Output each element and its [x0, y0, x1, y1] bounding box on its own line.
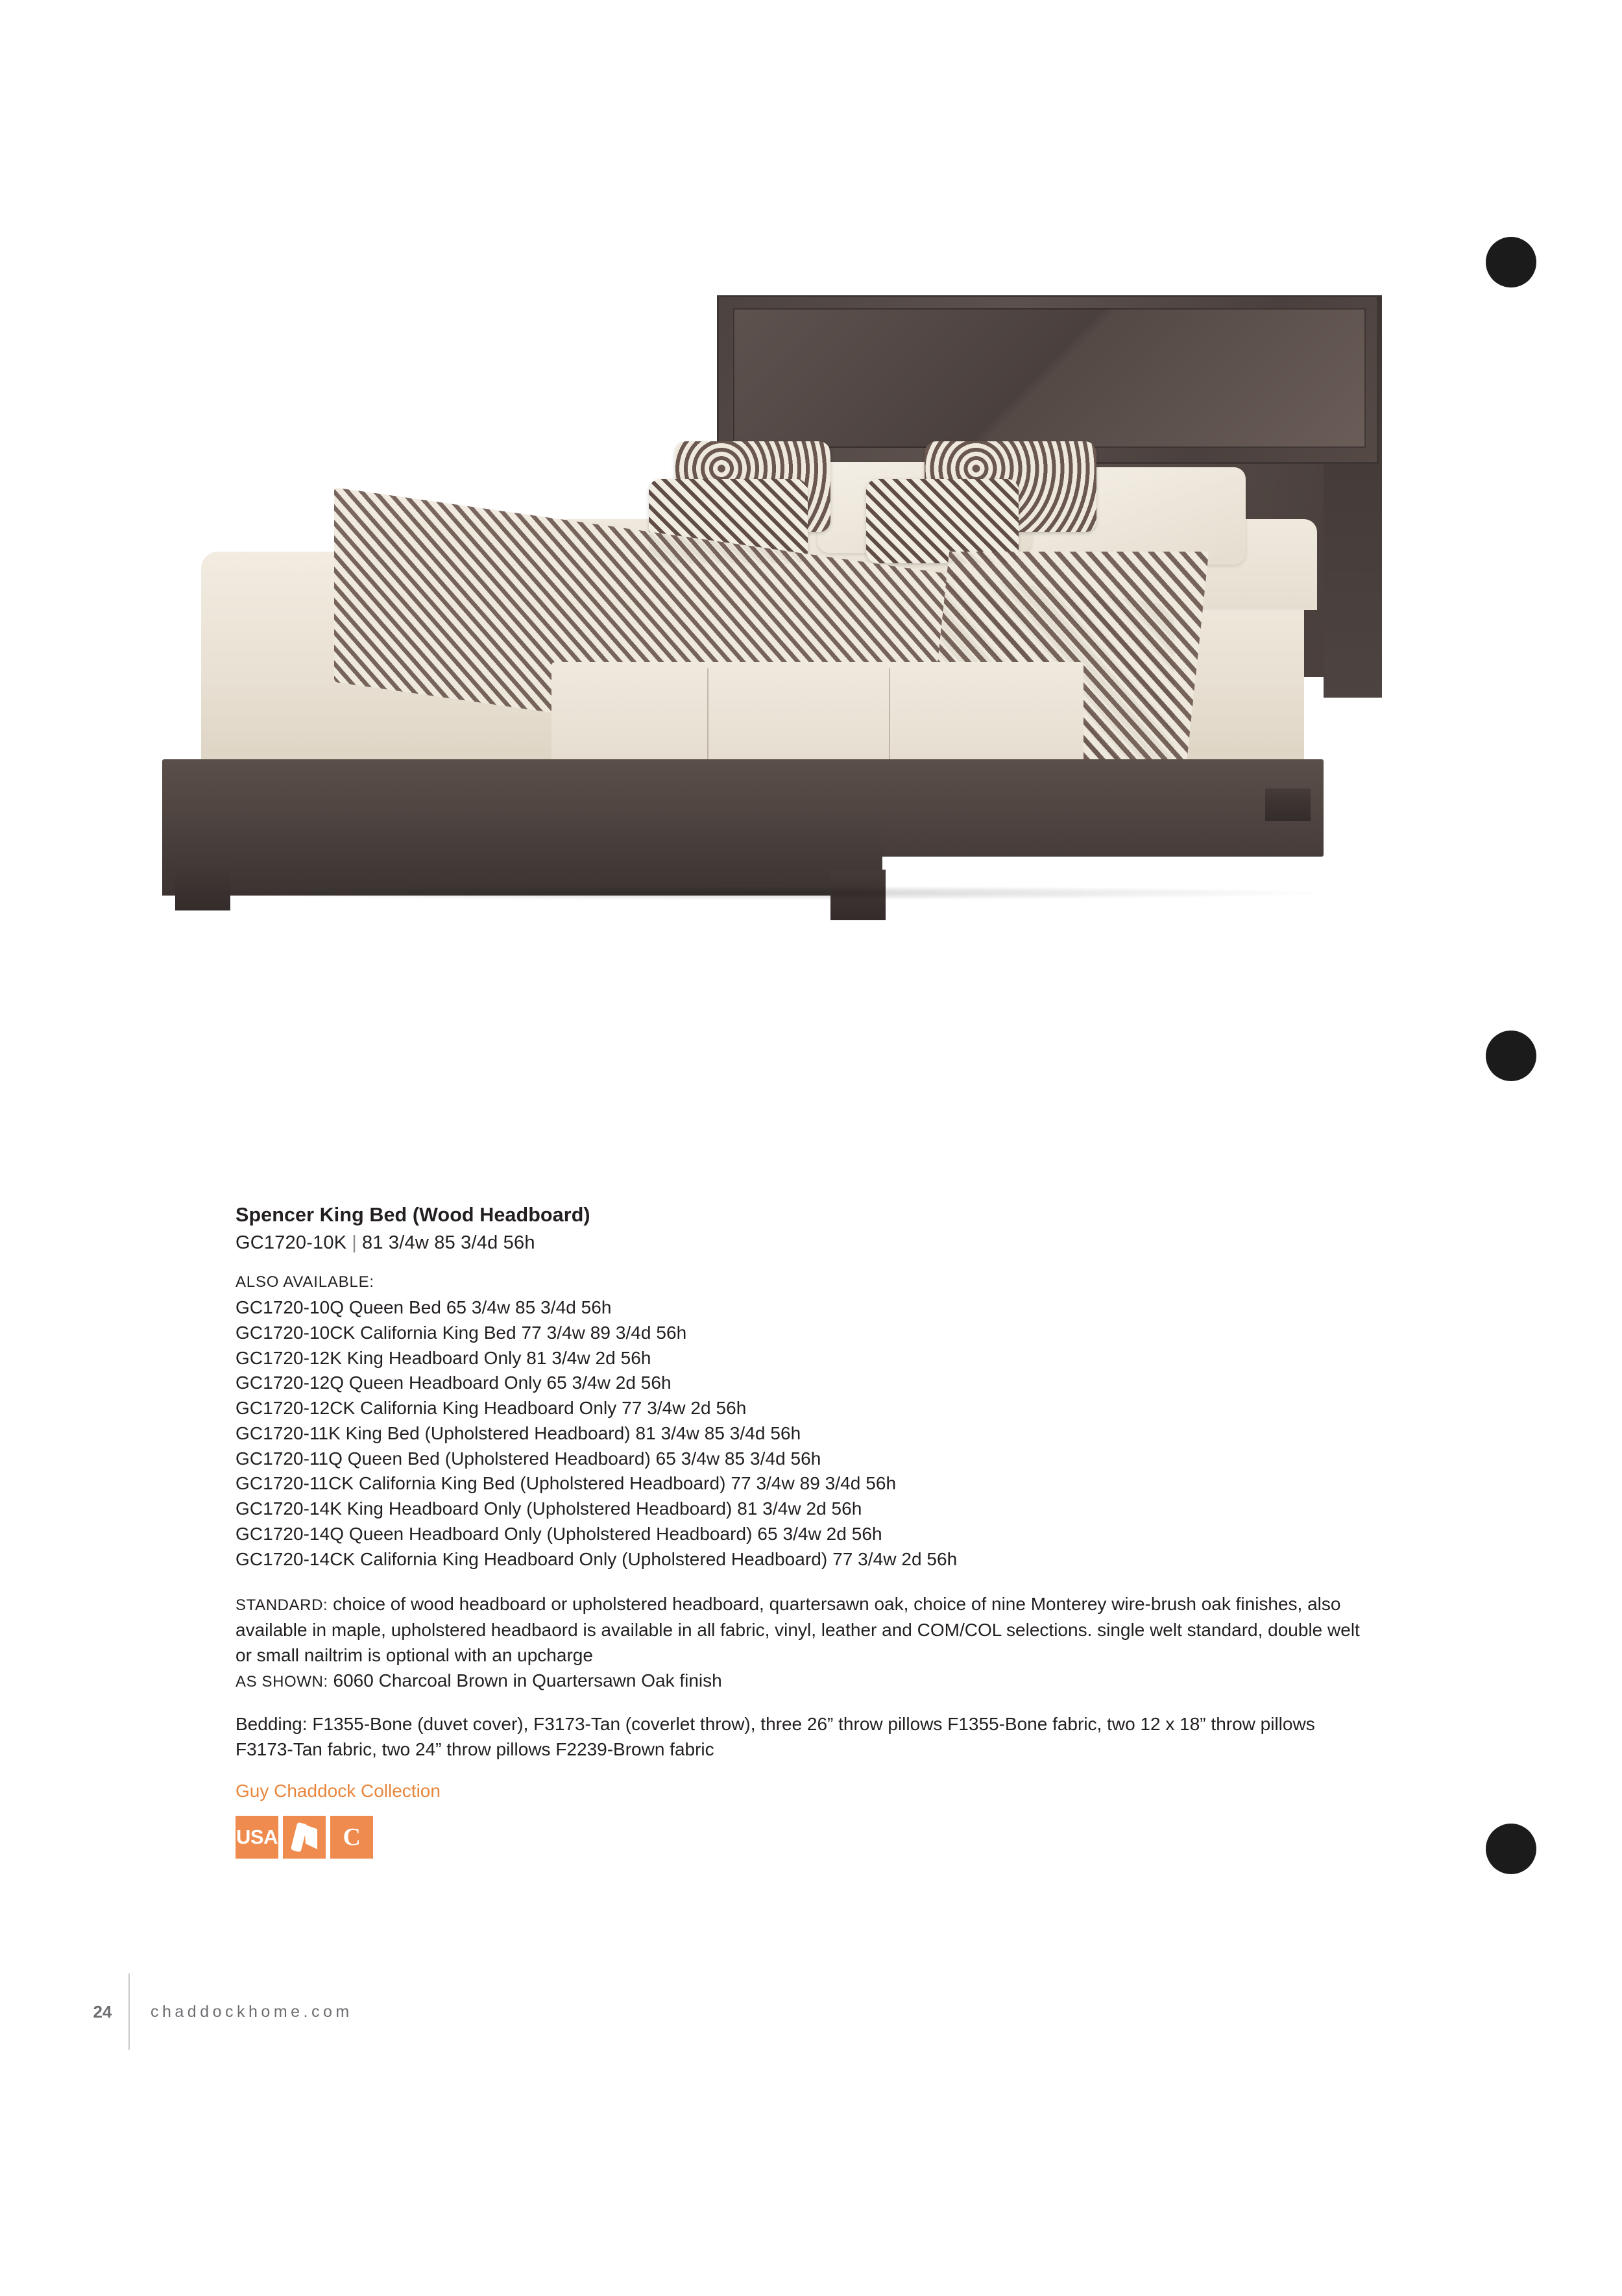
page-title: Spencer King Bed (Wood Headboard): [236, 1204, 590, 1226]
product-photo: [162, 247, 1421, 1058]
custom-c-badge: C: [330, 1816, 373, 1859]
also-available-label: ALSO AVAILABLE:: [236, 1273, 374, 1291]
usa-badge: USA: [236, 1816, 278, 1859]
list-item: GC1720-11CK California King Bed (Upholstered Headboard) 77 3/4w 89 3/4d 56h: [236, 1473, 897, 1494]
as-shown-label: AS SHOWN:: [236, 1672, 328, 1691]
sku-line: [236, 1232, 1364, 1254]
list-item: GC1720-10CK California King Bed 77 3/4w 89 3/4d 56h: [236, 1322, 687, 1343]
bed-leg-back-right: [1265, 788, 1311, 821]
list-item: GC1720-12K King Headboard Only 81 3/4w 2d 56h: [236, 1347, 651, 1368]
headboard-veneer-inset: [733, 308, 1366, 448]
binder-punch-hole: [1486, 237, 1536, 287]
list-item: GC1720-14Q Queen Headboard Only (Upholstered Headboard) 65 3/4w 2d 56h: [236, 1523, 882, 1544]
bed-rail-front: [162, 818, 882, 896]
page-footer: [84, 1973, 668, 2051]
binder-punch-hole: [1486, 1031, 1536, 1081]
bed-leg-front-left: [175, 860, 230, 910]
sku-divider: |: [352, 1232, 357, 1253]
sku-dimensions: 81 3/4w 85 3/4d 56h: [362, 1232, 535, 1253]
as-shown-text: 6060 Charcoal Brown in Quartersawn Oak finish: [328, 1670, 722, 1691]
list-item: GC1720-10Q Queen Bed 65 3/4w 85 3/4d 56h: [236, 1297, 612, 1317]
list-item: GC1720-11Q Queen Bed (Upholstered Headboard) 65 3/4w 85 3/4d 56h: [236, 1448, 821, 1469]
floor-shadow: [182, 886, 1324, 900]
list-item: GC1720-11K King Bed (Upholstered Headboard) 81 3/4w 85 3/4d 56h: [236, 1423, 801, 1443]
standard-text: choice of wood headboard or upholstered headboard, quartersawn oak, choice of nine Monterey wire-brush oak finishes, also available in maple, upholstered headbaord is available in all fabric, vinyl, leather and COM/COL selections. single welt standard, double welt or small nailtrim is optional with an upcharge: [236, 1594, 1360, 1665]
product-details: [236, 1204, 1364, 1859]
pillow-geo-right: [866, 479, 1019, 563]
list-item: GC1720-12CK California King Headboard Only 77 3/4w 2d 56h: [236, 1398, 747, 1419]
bedding-paragraph: Bedding: F1355-Bone (duvet cover), F3173-Tan (coverlet throw), three 26” throw pillows F1355-Bone fabric, two 12 x 18” throw pillows F3173-Tan fabric, two 24” throw pillows F2239-Brown fabric: [236, 1714, 1315, 1760]
certification-badges: [236, 1816, 1364, 1859]
footer-divider: [128, 1973, 130, 2050]
standard-paragraph: [236, 1591, 1364, 1693]
variant-list: [236, 1295, 1364, 1572]
collection-label: Guy Chaddock Collection: [236, 1780, 441, 1801]
sku-code: GC1720-10K: [236, 1232, 347, 1253]
list-item: GC1720-14CK California King Headboard Only (Upholstered Headboard) 77 3/4w 2d 56h: [236, 1548, 958, 1569]
standard-label: STANDARD:: [236, 1596, 328, 1615]
bed-illustration: [162, 247, 1421, 1058]
list-item: GC1720-14K King Headboard Only (Upholstered Headboard) 81 3/4w 2d 56h: [236, 1498, 862, 1519]
list-item: GC1720-12Q Queen Headboard Only 65 3/4w 2d 56h: [236, 1373, 672, 1393]
page-number: 24: [93, 2001, 112, 2021]
handcrafted-tool-badge: [283, 1816, 326, 1859]
website-url: chaddockhome.com: [151, 2002, 353, 2021]
binder-punch-hole: [1486, 1824, 1536, 1874]
